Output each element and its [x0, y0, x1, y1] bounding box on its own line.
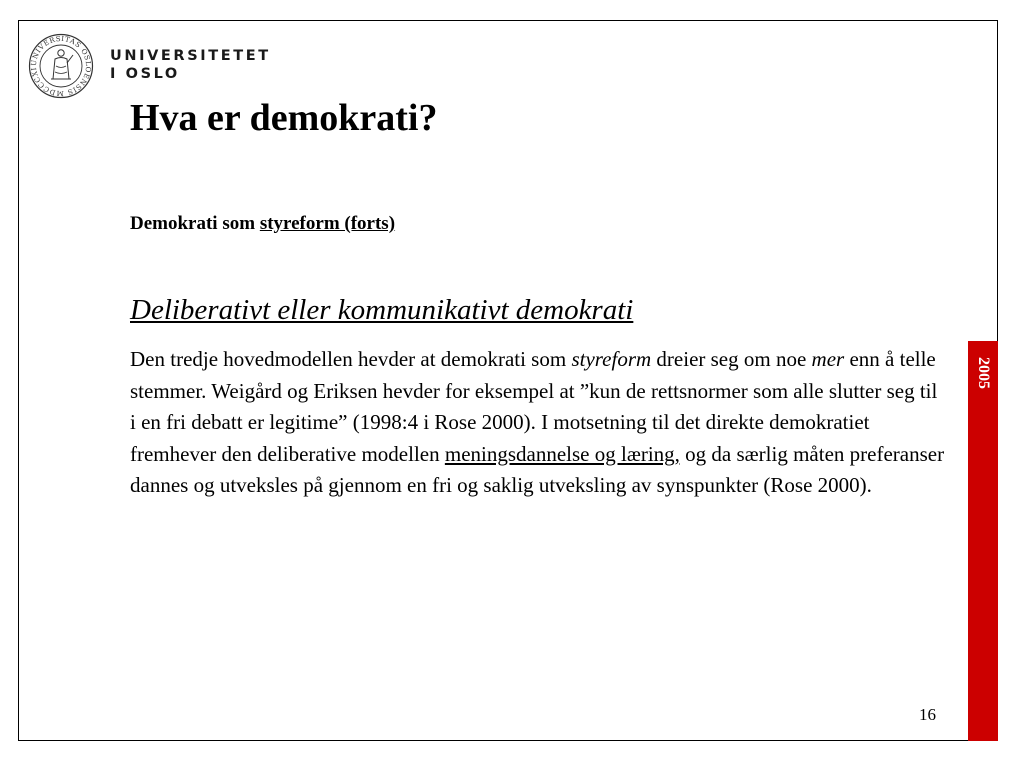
university-wordmark: [110, 47, 271, 83]
year-sidebar-bar: [968, 341, 998, 741]
university-seal-logo: [28, 33, 94, 99]
wordmark-line-1: UNIVERSITETET: [110, 48, 271, 64]
body-emphasis-styreform: styreform: [571, 347, 652, 371]
wordmark-line-2: I OSLO: [110, 66, 180, 82]
page-number: 16: [919, 705, 936, 724]
body-emphasis-mer: mer: [811, 347, 845, 371]
section-heading: Deliberativt eller kommunikativt demokrati: [130, 294, 634, 326]
body-text-4: og da særlig måten preferanser dannes og utveksles på gjennom en fri og saklig utveksling av synspunkter (Rose 2000).: [130, 441, 945, 497]
subtitle-underlined: styreform (forts): [259, 213, 396, 234]
body-text-2: dreier seg om noe: [651, 347, 812, 371]
body-text-3: enn å telle stemmer. Weigård og Eriksen hevder for eksempel at ”kun de rettsnormer som alle slutter seg til i en fri debatt er legitime” (1998:4 i Rose 2000). I motsetning til det direkte demokratiet fremhever den deliberative modellen: [130, 347, 938, 466]
body-underlined-phrase: meningsdannelse og læring,: [444, 441, 680, 466]
svg-text:UNIVERSITAS OSLOENSIS MDCCCXI: UNIVERSITAS OSLOENSIS MDCCCXI: [29, 34, 93, 98]
slide-subtitle: [130, 212, 395, 236]
body-paragraph: [130, 344, 945, 502]
body-text-1: Den tredje hovedmodellen hevder at demokrati som: [130, 347, 572, 371]
slide-title: Hva er demokrati?: [130, 97, 438, 139]
year-label: 2005: [975, 357, 992, 389]
subtitle-prefix: Demokrati som: [130, 213, 260, 234]
